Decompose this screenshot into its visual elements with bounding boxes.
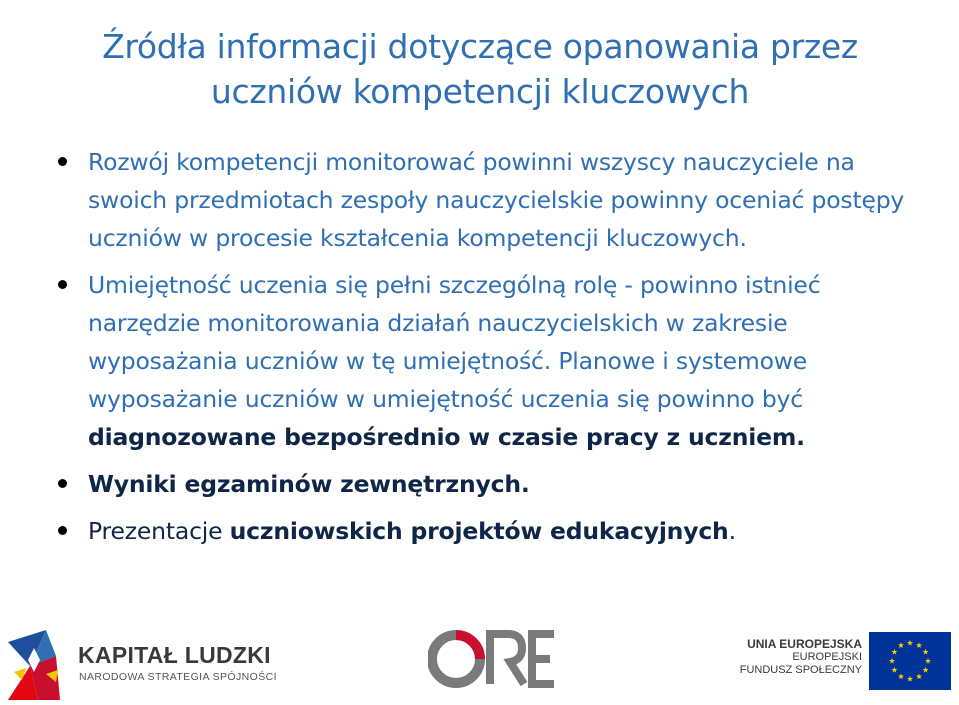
bullet-text-2-bold: diagnozowane bezpośrednio w czasie pracy z uczniem.: [88, 423, 805, 451]
bullet-dot-icon: [58, 479, 67, 488]
bullet-item-3: [58, 465, 928, 503]
bullet-dot-icon: [58, 280, 67, 289]
ore-logo-icon: [428, 628, 558, 690]
title-line-1: Źródła informacji dotyczące opanowania przez: [102, 27, 858, 66]
eu-flag-icon: [869, 632, 951, 690]
eu-label: [740, 638, 862, 677]
bullet-text-4-bold: uczniowskich projektów edukacyjnych: [229, 517, 729, 545]
kapital-ludzki-logo-icon: [8, 622, 68, 700]
eu-line-3: FUNDUSZ SPOŁECZNY: [739, 664, 862, 676]
kapital-ludzki-name: KAPITAŁ LUDZKI: [78, 642, 271, 668]
bullet-item-2: [58, 266, 928, 456]
kapital-ludzki-subtitle: NARODOWA STRATEGIA SPÓJNOŚCI: [79, 671, 277, 683]
title-line-2: uczniów kompetencji kluczowych: [210, 72, 750, 111]
slide-title: [40, 24, 920, 114]
bullet-item-1: [58, 143, 928, 257]
bullet-dot-icon: [58, 526, 67, 535]
bullet-list: [58, 143, 928, 559]
bullet-text-1: Rozwój kompetencji monitorować powinni wszyscy nauczyciele na swoich przedmiotach zespoły nauczycielskie powinny oceniać postępy uczniów w procesie kształcenia kompetencji kluczowych.: [88, 148, 905, 252]
bullet-text-3: Wyniki egzaminów zewnętrznych.: [88, 470, 530, 498]
bullet-text-2: Umiejętność uczenia się pełni szczególną rolę - powinno istnieć narzędzie monitorowania działań nauczycielskich w zakresie wyposażania uczniów w tę umiejętność. Planowe i systemowe wyposażanie uczniów w umiejętność uczenia się powinno być: [88, 271, 821, 413]
bullet-text-4: Prezentacje: [88, 517, 223, 545]
footer-logos: [0, 610, 959, 705]
eu-line-2: EUROPEJSKI: [792, 651, 862, 663]
bullet-item-4: [58, 512, 928, 550]
eu-line-1: UNIA EUROPEJSKA: [747, 637, 862, 651]
bullet-text-4-end: .: [728, 517, 736, 545]
bullet-dot-icon: [58, 157, 67, 166]
